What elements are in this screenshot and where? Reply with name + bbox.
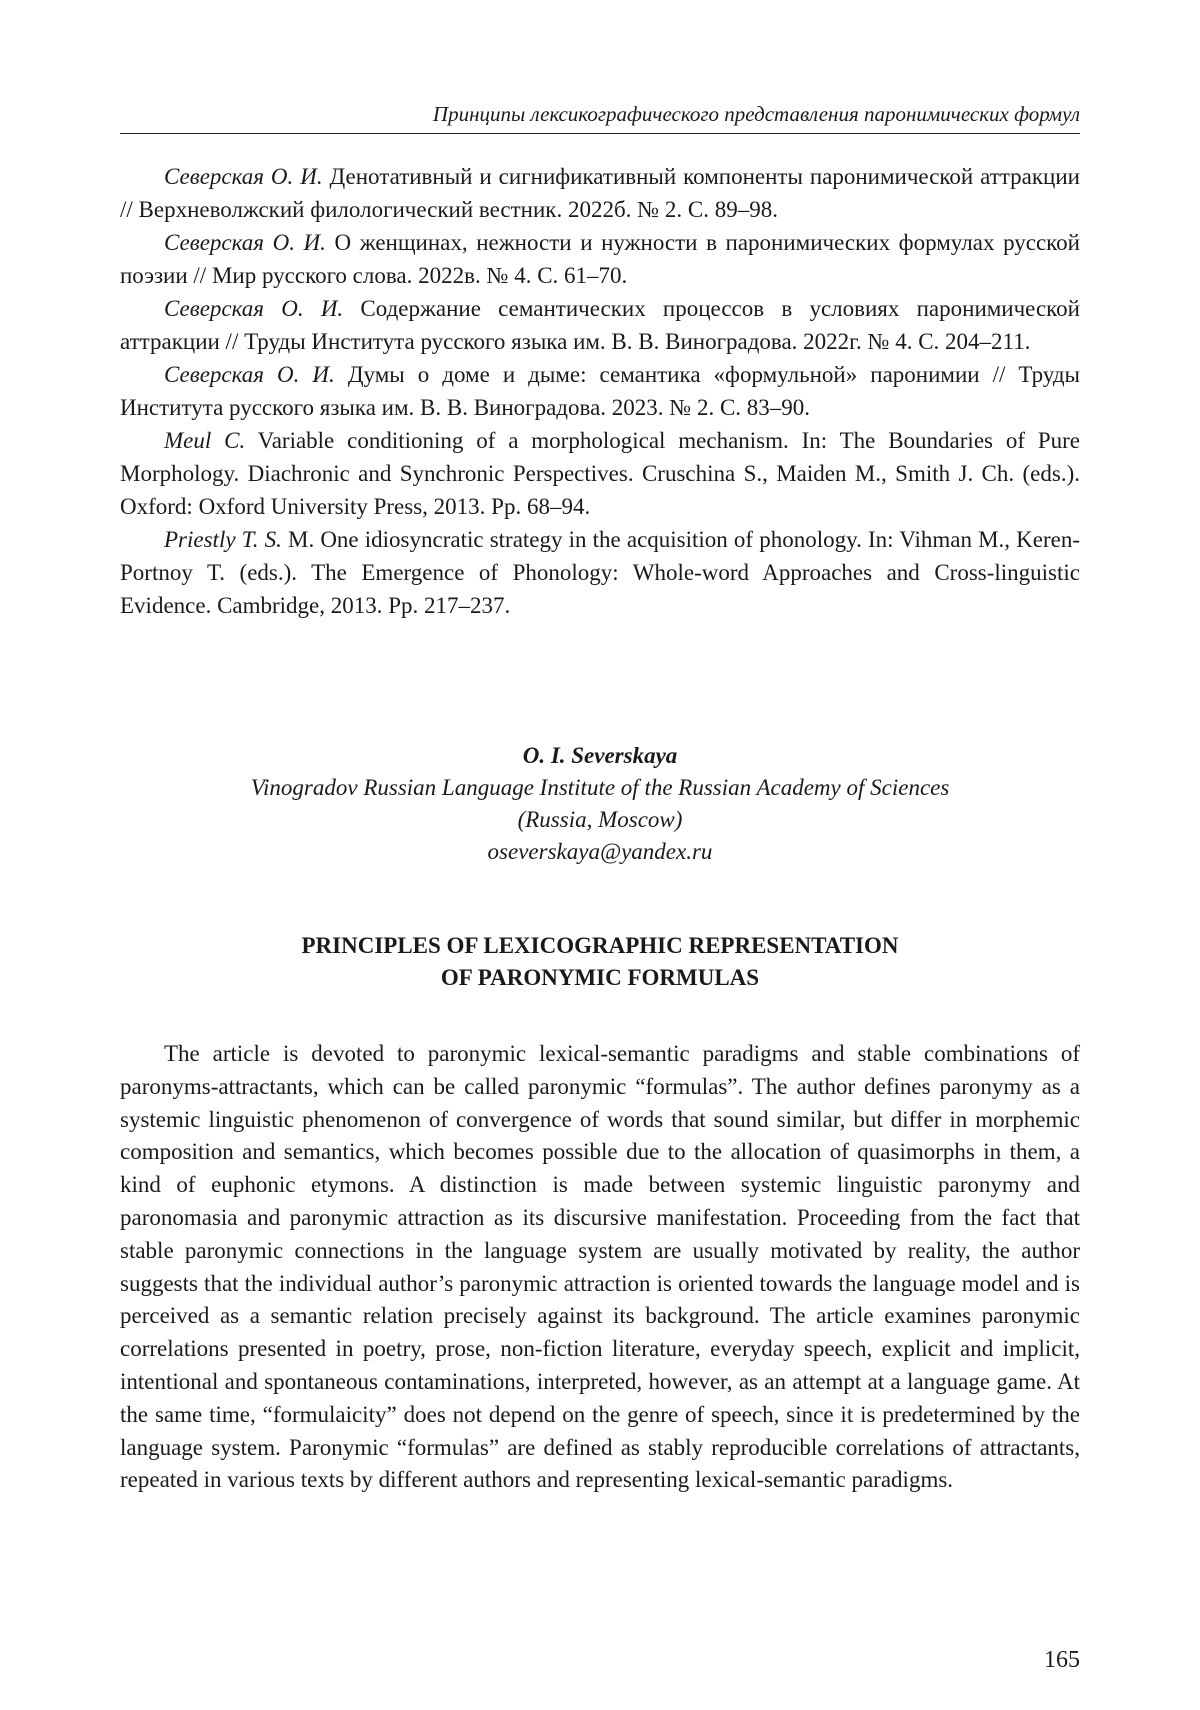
abstract: The article is devoted to paronymic lexical-semantic paradigms and stable combinations of paronyms-attractants, which can be called paronymic “formulas”. The author defines paronymy as a systemic linguistic phenomenon of convergence of words that sound similar, but differ in morphemic composition and semantics, which becomes possible due to the allocation of quasimorphs in them, a kind of euphonic etymons. A distinction is made between systemic linguistic paronymy and paronomasia and paronymic attraction as its discursive manifestation. Proceeding from the fact that stable paronymic connections in the language system are usually motivated by reality, the author suggests that the individual author’s paronymic attraction is oriented towards the language model and is perceived as a semantic relation precisely against its background. The article examines paronymic correlations presented in poetry, prose, non-fiction literature, everyday speech, explicit and implicit, intentional and spontaneous contaminations, interpreted, however, as an attempt at a language game. At the same time, “formulaicity” does not depend on the genre of speech, since it is predetermined by the language system. Paronymic “formulas” are defined as stably reproducible correlations of attractants, repeated in various texts by different authors and representing lexical-semantic paradigms.	[120, 1041, 1080, 1493]
header-rule	[120, 133, 1080, 134]
reference-item	[120, 292, 1080, 358]
reference-text: Думы о доме и дыме: семантика «формульной» паронимии // Труды Института русского языка им. В. В. Виноградова. 2023. № 2. С. 83–90.	[120, 362, 1080, 420]
page	[120, 0, 1080, 1710]
reference-text: Содержание семантических процессов в условиях паронимической аттракции // Труды Института русского языка им. В. В. Виноградова. 2022г. № 4. С. 204–211.	[120, 296, 1080, 354]
reference-item	[120, 424, 1080, 523]
page-number: 165	[1044, 1647, 1080, 1673]
reference-text: Variable conditioning of a morphological mechanism. In: The Boundaries of Pure Morphology. Diachronic and Synchronic Perspectives. Cruschina S., Maiden M., Smith J. Ch. (eds.). Oxford: Oxford University Press, 2013. Pp. 68–94.	[120, 428, 1080, 519]
reference-text: О женщинах, нежности и нужности в паронимических формулах русской поэзии // Мир русского слова. 2022в. № 4. С. 61–70.	[120, 230, 1080, 288]
running-head: Принципы лексикографического представления паронимических формул	[432, 102, 1080, 126]
author-institute: Vinogradov Russian Language Institute of the Russian Academy of Sciences	[250, 775, 950, 800]
title-line-1: PRINCIPLES OF LEXICOGRAPHIC REPRESENTATION	[301, 933, 899, 958]
reference-author: Северская О. И.	[164, 164, 323, 189]
reference-author: Северская О. И.	[164, 362, 335, 387]
author-block	[120, 740, 1080, 868]
author-email: oseverskaya@yandex.ru	[487, 839, 713, 864]
reference-author: Meul C.	[164, 428, 246, 453]
reference-list	[120, 160, 1080, 622]
reference-author: Северская О. И.	[164, 230, 326, 255]
reference-item	[120, 226, 1080, 292]
reference-author: Северская О. И.	[164, 296, 344, 321]
article-title	[120, 930, 1080, 994]
reference-item	[120, 358, 1080, 424]
author-location: (Russia, Moscow)	[517, 807, 683, 832]
author-name: O. I. Severskaya	[522, 743, 678, 768]
reference-item	[120, 523, 1080, 622]
reference-item	[120, 160, 1080, 226]
reference-author: Priestly T. S.	[164, 527, 282, 552]
reference-text: M. One idiosyncratic strategy in the acquisition of phonology. In: Vihman M., Keren-Portnoy T. (eds.). The Emergence of Phonology: Whole-word Approaches and Cross-linguistic Evidence. Cambridge, 2013. Pp. 217–237.	[120, 527, 1080, 618]
reference-text: Денотативный и сигнификативный компоненты паронимической аттракции // Верхневолжский филологический вестник. 2022б. № 2. С. 89–98.	[120, 164, 1080, 222]
title-line-2: OF PARONYMIC FORMULAS	[440, 965, 760, 990]
